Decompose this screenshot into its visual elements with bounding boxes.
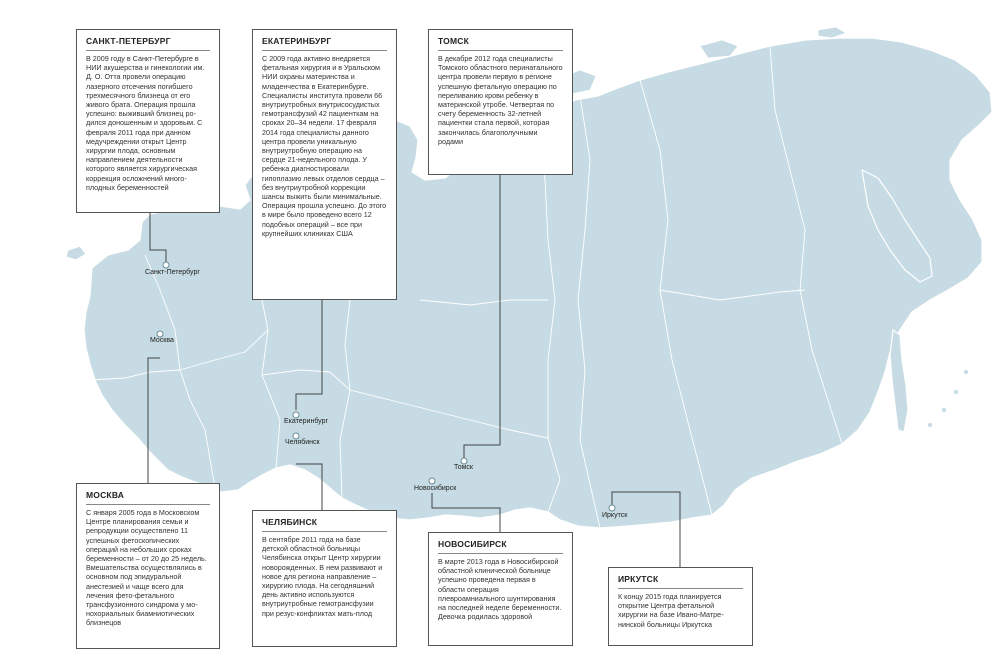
wrangel-island [818, 27, 846, 38]
info-card-irk [608, 567, 753, 646]
city-marker-nsk[interactable] [429, 478, 435, 484]
info-card-moscow [76, 483, 220, 649]
kuril-island [954, 390, 959, 395]
card-title: САНКТ-ПЕТЕРБУРГ [86, 36, 210, 51]
card-title: ИРКУТСК [618, 574, 743, 589]
card-text: С 2009 года активно внедряется фетальная хирургия и в Уральском НИИ охраны материнства и младенчества в Екатеринбурге. Специалисты института провели 66 внутриутробных внутрисосудистых гемотрансфузий 42 пациенткам на сроках 20–34 недели. 17 февраля 2014 года специалисты данного центра провели уникальную внутриутробную операцию на сердце 21-недельного плода. У ребенка диагностировали гипоплазию левых отделов сердца – без внутриутробной коррекции шансы выжить были минимальные. Операция прошла успешно. До этого в мире было проведено всего 12 подобных операций – все при крупнейших клиниках США [262, 54, 387, 238]
card-text: С января 2005 года в Московском Центре планирования семьи и репродукции осуществлено 11 успешных фетоскопических операций на небольших сроках беременности – от 20 до 25 недель. Вмешательства осуществлялись в основном под эпидуральной анестезией и чаще всего для лечения фето-фетального трансфузионного синдрома у монохориальных биамниотических близнецов [86, 508, 207, 628]
kaliningrad [66, 246, 86, 260]
card-title: ЧЕЛЯБИНСК [262, 517, 387, 532]
card-text: В декабре 2012 года специалисты Томского областного перинатального центра провели первую в регионе успешную фетальную операцию по переливанию крови ребенку в материнской утробе. Четвертая по счету беременность 32-летней пациентки стала первой, которая закончилась благополучными родами [438, 54, 563, 146]
city-label-ekb: Екатеринбург [284, 418, 329, 425]
sakhalin [890, 330, 908, 432]
card-title: ТОМСК [438, 36, 563, 51]
card-title: МОСКВА [86, 490, 210, 505]
city-marker-irk[interactable] [609, 505, 615, 511]
card-text: В сентябре 2011 года на базе детской областной больницы Челябинска открыт Центр хирургии новорожденных. В нем развивают и новое для региона направление – хирургию плода. На сегодняшний день активно используются внутриутробные гемотрансфузии при резус-конфликтах мать-плод [262, 535, 383, 618]
city-label-nsk: Новосибирск [414, 485, 457, 492]
card-text: В марте 2013 года в Новосибирской областной клинической больнице успешно проведена первая в области операция плевроамниального шунтирования на последней неделе беременности. Девочка родилась здоровой [438, 557, 562, 622]
card-text: В 2009 году в Санкт-Петербурге в НИИ акушерства и гинекологии им. Д. О. Отта провели операцию лазерного отсечения погибшего трехмесячного близнеца от его живого брата. Операция прошла успешно: выживший близнец родился доношенным и здоровым. С февраля 2011 года при данном медучреждении открыт Центр хирургии плода, основным направлением деятельности которого является хирургическая коррекция осложнений многоплодных беременностей [86, 54, 205, 192]
info-card-tomsk [428, 29, 573, 175]
city-label-spb: Санкт-Петербург [145, 269, 200, 276]
city-label-chel: Челябинск [285, 439, 320, 446]
kuril-island [942, 408, 947, 413]
city-label-irk: Иркутск [602, 512, 628, 519]
info-card-chel [252, 510, 397, 647]
kuril-island [928, 423, 933, 428]
city-label-moscow: Москва [150, 337, 174, 344]
kuril-island [964, 370, 969, 375]
info-card-spb [76, 29, 220, 213]
info-card-nsk [428, 532, 573, 646]
card-title: ЕКАТЕРИНБУРГ [262, 36, 387, 51]
city-marker-spb[interactable] [163, 262, 169, 268]
card-title: НОВОСИБИРСК [438, 539, 563, 554]
info-card-ekb [252, 29, 397, 300]
city-label-tomsk: Томск [454, 464, 473, 471]
card-text: К концу 2015 года планируется открытие Центра фетальной хирургии на базе Ивано-Матренинской больницы Иркутска [618, 592, 724, 629]
